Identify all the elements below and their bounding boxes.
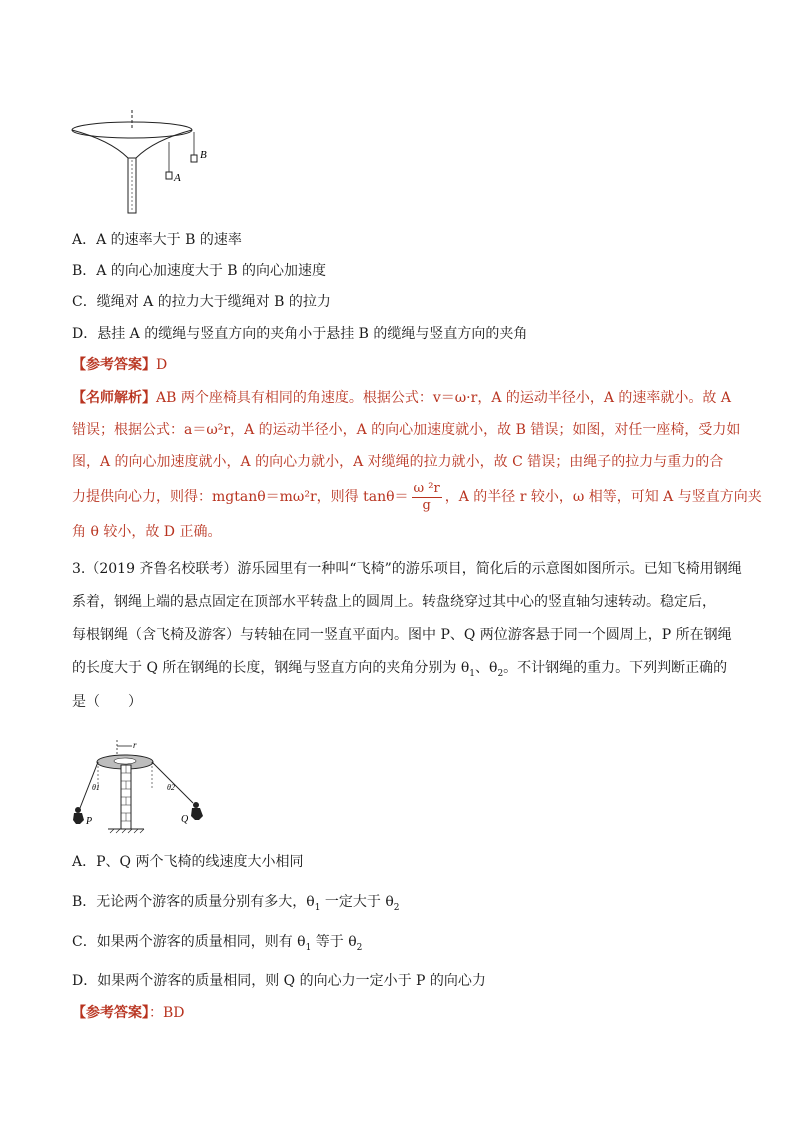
q3-answer	[72, 1003, 185, 1023]
answer-label: 【参考答案】	[72, 1005, 149, 1021]
q2-answer	[72, 355, 167, 375]
q3-stem-line3: 每根钢绳（含飞椅及游客）与转轴在同一竖直平面内。图中 P、Q 两位游客悬于同一个圆周上，P 所在钢绳	[72, 627, 732, 643]
q2-analysis-line1: 【名师解析】AB 两个座椅具有相同的角速度。根据公式：v＝ω·r，A 的运动半径小，A 的速率就小。故 A	[72, 390, 731, 406]
formula-fraction: $\frac{\text{ω ²r}}{g}$	[413, 480, 440, 513]
label-theta1: θ1	[92, 783, 100, 792]
label-r: r	[133, 740, 137, 750]
seat-a	[166, 172, 172, 179]
q3-stem-line4: 的长度大于 Q 所在钢绳的长度，钢绳与竖直方向的夹角分别为 $\theta_1$、$\theta_2$。不计钢绳的重力。下列判断正确的	[72, 660, 728, 679]
q2-option-b: B．A 的向心加速度大于 B 的向心加速度	[72, 263, 327, 279]
q2-option-a: A．A 的速率大于 B 的速率	[72, 232, 242, 248]
q3-stem-line1: 3.（2019 齐鲁名校联考）游乐园里有一种叫“飞椅”的游乐项目，简化后的示意图如图所示。已知飞椅用钢绳	[72, 561, 742, 577]
q2-analysis-line3: 图，A 的向心加速度就小，A 的向心力就小，A 对缆绳的拉力就小，故 C 错误；由绳子的拉力与重力的合	[72, 454, 724, 470]
q2-option-d: D．悬挂 A 的缆绳与竖直方向的夹角小于悬挂 B 的缆绳与竖直方向的夹角	[72, 326, 528, 342]
figure-rotating-chairs	[70, 110, 240, 215]
rider-p	[73, 807, 84, 824]
q3-option-c: C．如果两个游客的质量相同，则有 $\theta_1$ 等于 $\theta_2$	[72, 934, 363, 953]
q3-stem-line2: 系着，钢绳上端的悬点固定在顶部水平转盘上的圆周上。转盘绕穿过其中心的竖直轴匀速转动。稳定后，	[72, 594, 716, 610]
q3-option-a: A．P、Q 两个飞椅的线速度大小相同	[72, 854, 304, 870]
figure-flying-chairs	[70, 738, 220, 838]
q3-option-b: B．无论两个游客的质量分别有多大，$\theta_1$ 一定大于 $\theta_2$	[72, 894, 400, 913]
q2-analysis-line5: 角 θ 较小，故 D 正确。	[72, 524, 222, 540]
seat-b	[191, 155, 197, 162]
label-b: B	[200, 149, 207, 161]
answer-label: 【参考答案】	[72, 357, 156, 373]
analysis-label: 【名师解析】	[72, 390, 156, 406]
funnel-body	[72, 130, 192, 158]
q3-stem-line5: 是（ ）	[72, 694, 142, 710]
label-a: A	[174, 172, 181, 184]
answer-value: ：BD	[149, 1005, 185, 1021]
q2-analysis-line2: 错误；根据公式：a＝ω²r，A 的运动半径小，A 的向心加速度就小，故 B 错误；如图，对任一座椅，受力如	[72, 422, 741, 438]
label-theta2: θ2	[167, 783, 175, 792]
label-p: P	[86, 816, 93, 827]
rider-q	[191, 802, 203, 820]
q2-option-c: C．缆绳对 A 的拉力大于缆绳对 B 的拉力	[72, 294, 331, 310]
label-q: Q	[181, 814, 189, 825]
q3-option-d: D．如果两个游客的质量相同，则 Q 的向心力一定小于 P 的向心力	[72, 973, 486, 989]
answer-value: D	[156, 357, 168, 373]
q2-analysis-line4: 力提供向心力，则得：mgtanθ＝mω²r，则得 tanθ＝ $\frac{\text{ω ²r}}{g}$ ，A 的半径 r 较小，ω 相等，可知 A 与竖直方向夹	[72, 480, 762, 513]
